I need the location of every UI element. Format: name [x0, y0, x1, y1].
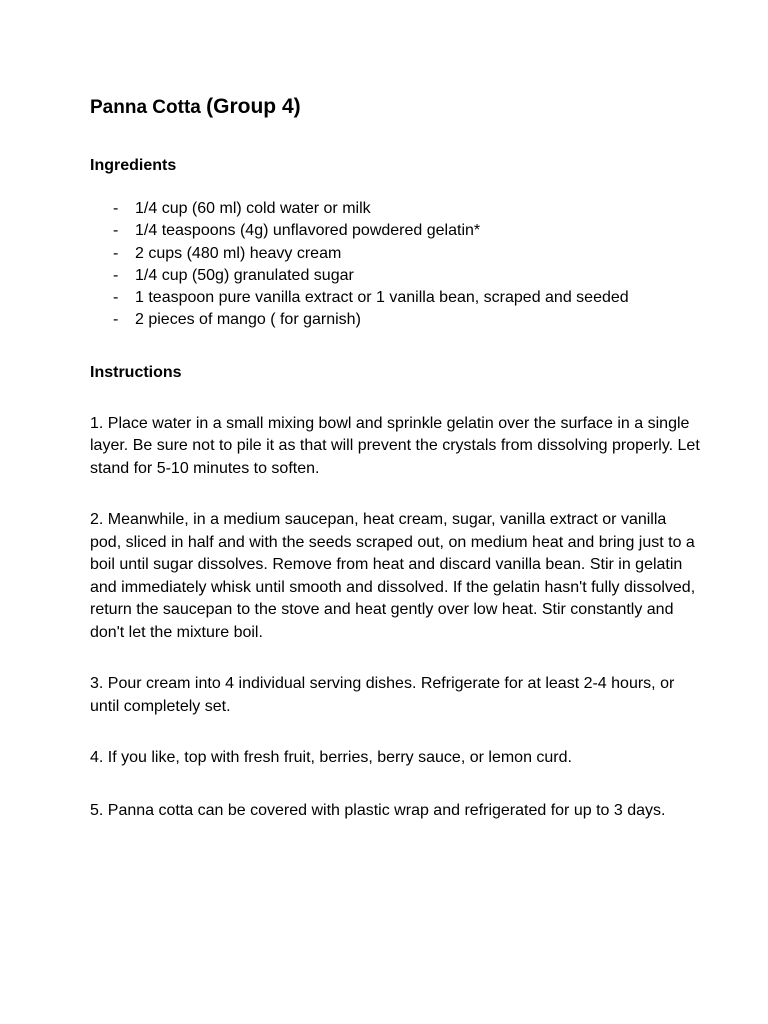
list-item: [90, 265, 700, 287]
list-item: [90, 220, 700, 242]
instruction-step-1: 1. Place water in a small mixing bowl and sprinkle gelatin over the surface in a single layer. Be sure not to pile it as that will prevent the crystals from dissolving properly. Let stand for 5-10 minutes to soften.: [90, 414, 700, 477]
list-item: [90, 309, 700, 331]
list-item: [90, 243, 700, 265]
bullet-dash: -: [113, 266, 119, 284]
list-item: [90, 198, 700, 220]
ingredient-text: 1/4 cup (60 ml) cold water or milk: [135, 200, 371, 217]
page-title: [90, 92, 700, 123]
title-group-suffix: (Group 4): [206, 95, 301, 118]
ingredient-text: 1/4 cup (50g) granulated sugar: [135, 266, 354, 284]
bullet-dash: -: [113, 289, 119, 307]
instruction-step-5: 5. Panna cotta can be covered with plastic wrap and refrigerated for up to 3 days.: [90, 801, 666, 819]
title-main: Panna Cotta: [90, 97, 207, 118]
instruction-step-3: 3. Pour cream into 4 individual serving dishes. Refrigerate for at least 2-4 hours, or until completely set.: [90, 675, 675, 715]
bullet-dash: -: [113, 222, 119, 240]
ingredient-text: 2 cups (480 ml) heavy cream: [135, 244, 342, 262]
document-page: [90, 92, 700, 822]
list-item: [90, 287, 700, 309]
ingredient-text: 1 teaspoon pure vanilla extract or 1 vanilla bean, scraped and seeded: [135, 289, 629, 307]
instruction-step-4: 4. If you like, top with fresh fruit, berries, berry sauce, or lemon curd.: [90, 749, 572, 767]
ingredients-heading: Ingredients: [90, 157, 177, 174]
ingredient-text: 2 pieces of mango ( for garnish): [135, 311, 361, 329]
bullet-dash: -: [113, 311, 119, 329]
ingredient-text: 1/4 teaspoons (4g) unflavored powdered gelatin*: [135, 222, 481, 240]
bullet-dash: -: [113, 200, 119, 217]
ingredient-list: [90, 198, 700, 332]
instructions-heading: Instructions: [90, 363, 182, 381]
bullet-dash: -: [113, 244, 119, 262]
instruction-step-2: 2. Meanwhile, in a medium saucepan, heat cream, sugar, vanilla extract or vanilla pod, sliced in half and with the seeds scraped out, on medium heat and bring just to a boil until sugar dissolves. Remove from heat and discard vanilla bean. Stir in gelatin and immediately whisk until smooth and dissolved. If the gelatin hasn't fully dissolved, return the saucepan to the stove and heat gently over low heat. Stir constantly and don't let the mixture boil.: [90, 511, 696, 641]
